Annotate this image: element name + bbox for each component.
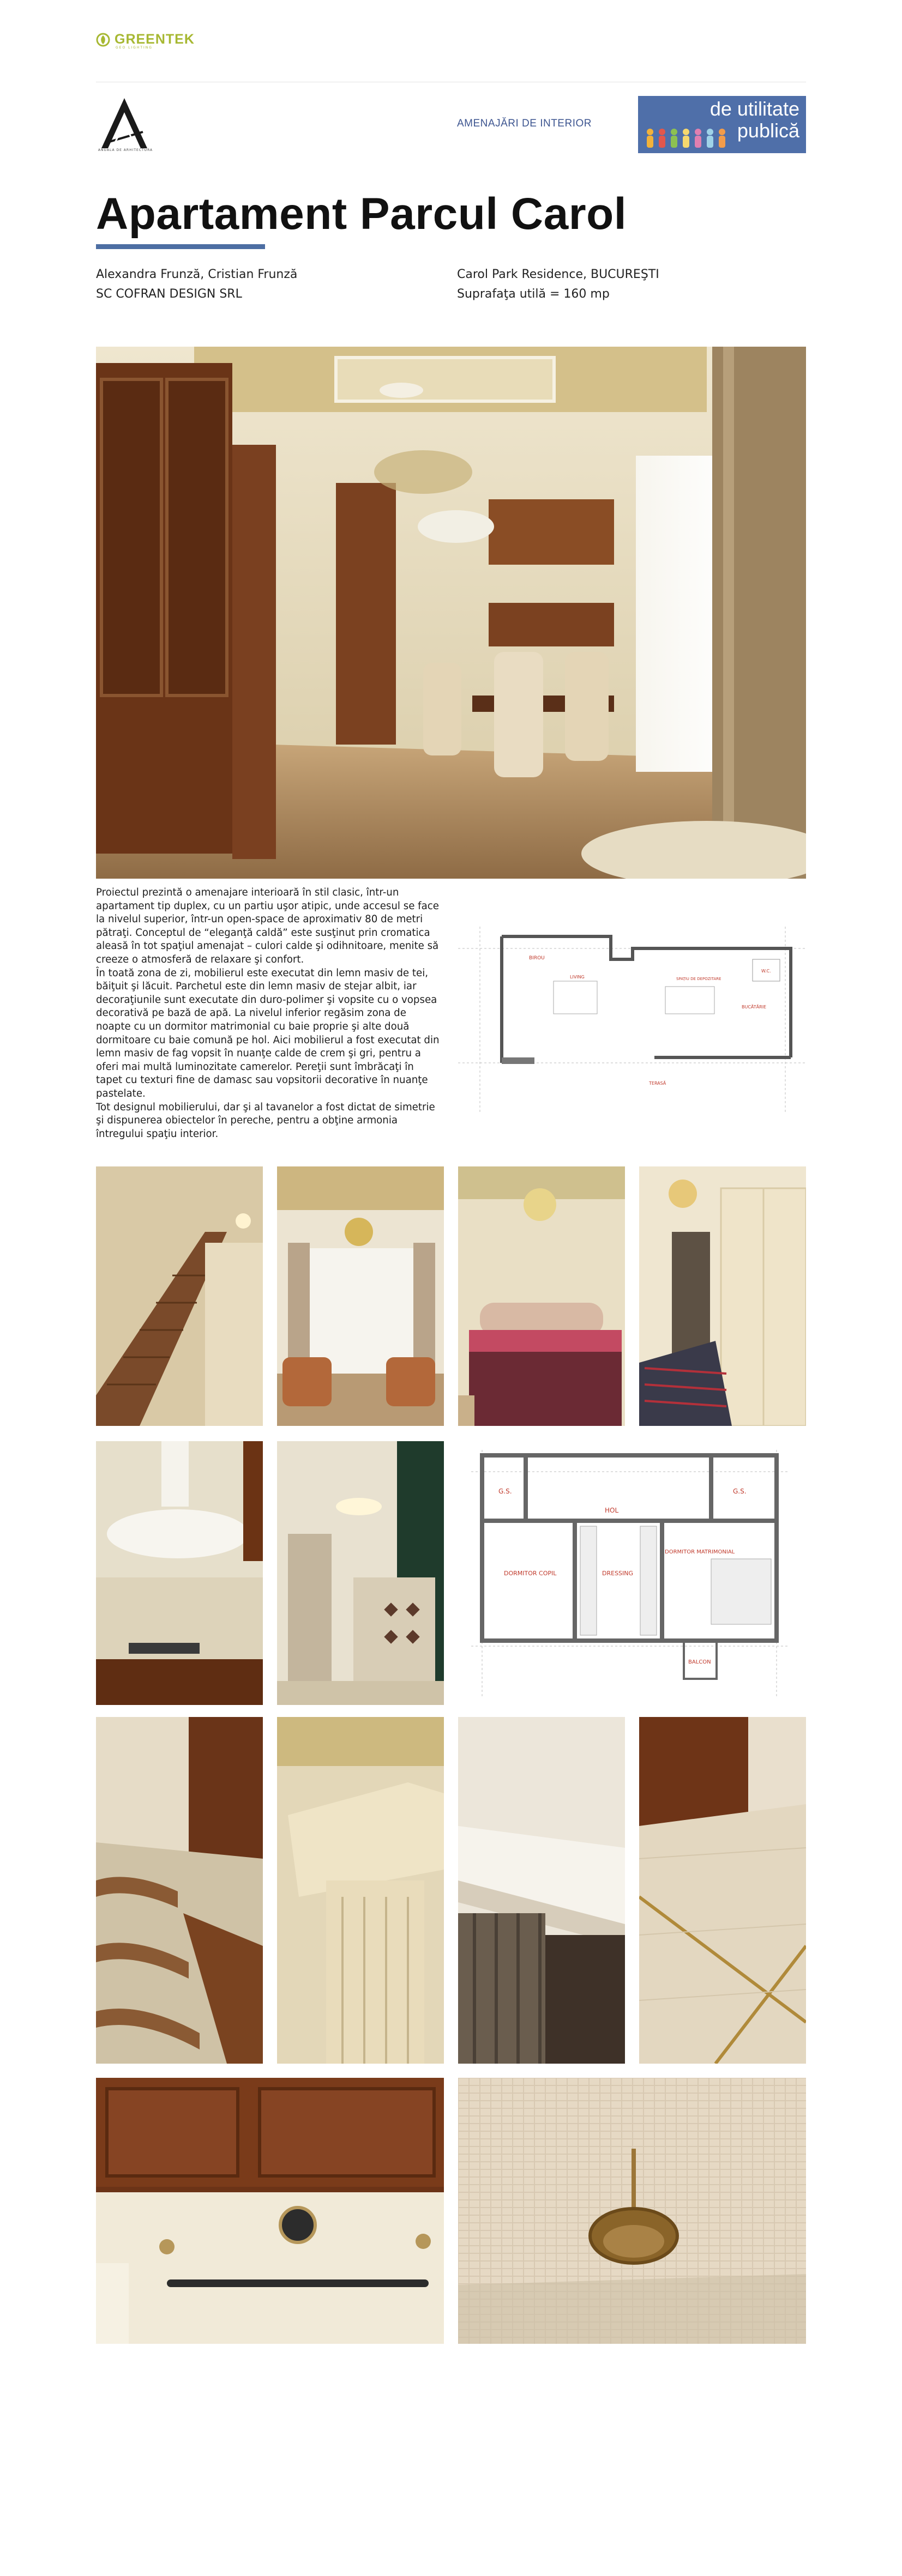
plan-label-terasa: TERASĂ bbox=[649, 1081, 666, 1086]
title-underline bbox=[96, 244, 265, 249]
plan-label-balcon: BALCON bbox=[688, 1659, 711, 1665]
project-description bbox=[96, 886, 442, 1141]
project-company: SC COFRAN DESIGN SRL bbox=[96, 287, 242, 301]
plan-label-depozitare: SPAȚIU DE DEPOZITARE bbox=[676, 977, 721, 981]
photo-kitchen-oven bbox=[96, 2078, 444, 2344]
project-authors: Alexandra Frunză, Cristian Frunză bbox=[96, 268, 298, 281]
leaf-icon bbox=[96, 31, 110, 47]
description-paragraph-1: Proiectul prezintă o amenajare interioară în stil clasic, într-un apartament tip duplex, cu un partiu uşor atipic, unde accesul se face la nivelul superior, într-un open-space de aproximativ 80 de metri pătraţi. Conceptul de “eleganţă caldă” este susţinut prin cromatica aleasă în tot spaţiul amenajat – culori calde şi odihnitoare, menite să creeze o atmosferă de relaxare şi confort. bbox=[96, 887, 439, 965]
floor-plan-lower bbox=[471, 1450, 787, 1698]
plan-label-living: LIVING bbox=[570, 975, 585, 979]
photo-shower-mosaic bbox=[458, 2078, 806, 2344]
hero-photo-living-dining bbox=[96, 347, 806, 879]
project-location: Carol Park Residence, BUCUREŞTI bbox=[457, 268, 659, 281]
page-title: Apartament Parcul Carol bbox=[96, 189, 627, 239]
plan-label-birou: BIROU bbox=[529, 956, 545, 961]
photo-bedroom bbox=[458, 1166, 625, 1426]
utilitate-publica-banner bbox=[638, 96, 806, 153]
plan-label-dormitor-copil: DORMITOR COPIL bbox=[504, 1570, 557, 1577]
plan-label-dressing: DRESSING bbox=[602, 1570, 634, 1577]
project-area: Suprafaţa utilă = 160 mp bbox=[457, 287, 610, 301]
photo-wardrobe bbox=[639, 1166, 806, 1426]
photo-kitchen-hood bbox=[96, 1441, 263, 1705]
plan-label-gs-left: G.S. bbox=[498, 1487, 512, 1495]
description-paragraph-2: În toată zona de zi, mobilierul este executat din lemn masiv de tei, băiţuit şi lăcuit. Parchetul este din lemn masiv de stejar albit, iar decoraţiunile sunt executate din duro-polimer şi vopsite cu o vopsea decorativă pe bază de apă. La nivelul inferior regăsim zona de noapte cu un dormitor matrimonial cu baie proprie şi alte două dormitoare cu baie comună pe hol. Aici mobilierul a fost executat din lemn masiv de fag vopsit în nuanţe calde de crem şi gri, pentru a oferi mai multă luminozitate camerelor. Pereţii sunt îmbrăcaţi în tapet cu texturi fine de damasc sau vopsitorii decorative în nuanţe pastelate. bbox=[96, 967, 440, 1099]
anuala-arhitectura-logo bbox=[96, 96, 153, 156]
photo-staircase bbox=[96, 1166, 263, 1426]
banner-line-2: publică bbox=[737, 119, 799, 142]
greentek-subtitle: GEO LIGHTING bbox=[116, 46, 153, 50]
plan-label-gs-right: G.S. bbox=[733, 1487, 747, 1495]
photo-hallway bbox=[277, 1441, 444, 1705]
banner-line-1: de utilitate bbox=[709, 98, 799, 120]
photo-sitting-area bbox=[277, 1166, 444, 1426]
photo-detail-stairs bbox=[96, 1717, 263, 2064]
anuala-logo-text: ANUALA DE ARHITECTURA bbox=[98, 148, 153, 152]
plan-label-bucatarie: BUCĂTĂRIE bbox=[742, 1005, 767, 1009]
greentek-wordmark: GREENTEK bbox=[115, 32, 195, 47]
plan-label-dormitor-matrimonial: DORMITOR MATRIMONIAL bbox=[665, 1549, 735, 1555]
plan-label-wc: W.C. bbox=[761, 969, 771, 973]
photo-detail-cornice-curtain bbox=[458, 1717, 625, 2064]
floor-plan-upper bbox=[458, 927, 805, 1112]
description-paragraph-3: Tot designul mobilierului, dar şi al tavanelor a fost dictat de simetrie şi dispunerea obiectelor în pereche, pentru a obţine armonia întregului spaţiu interior. bbox=[96, 1101, 435, 1140]
plan-label-hol: HOL bbox=[605, 1507, 619, 1514]
photo-detail-parquet bbox=[639, 1717, 806, 2064]
category-label: AMENAJĂRI DE INTERIOR bbox=[457, 118, 592, 129]
photo-detail-column bbox=[277, 1717, 444, 2064]
